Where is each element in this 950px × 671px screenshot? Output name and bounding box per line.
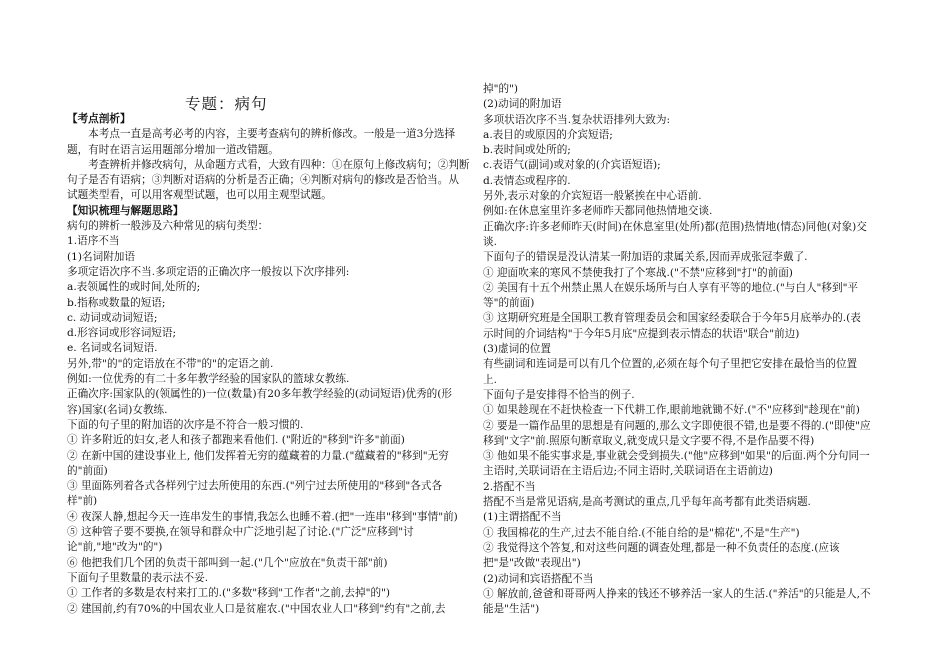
- text-line: ① 迎面吹来的寒风不禁使我打了个寒战.("不禁"应移到"打"的前面): [483, 266, 793, 279]
- text-line: 【考点剖析】: [67, 113, 131, 125]
- text-line: 题，有时在语言运用题部分增加一道改错题。: [67, 143, 279, 156]
- text-line: (2)动词和宾语搭配不当: [483, 572, 594, 585]
- text-line: c.表语气(副词)或对象的(介宾语短语);: [483, 159, 661, 172]
- text-line: ① 许多附近的妇女,老人和孩子都跑来看他们. ("附近的"移到"许多"前面): [67, 434, 405, 447]
- text-line: ① 工作者的多数是农村来打工的.("多数"移到"工作者"之前,去掉"的"): [67, 587, 391, 600]
- text-line: 多项状语次序不当.复杂状语排列大致为:: [483, 113, 671, 126]
- text-line: 例如:一位优秀的有二十多年教学经验的国家队的篮球女教练.: [67, 373, 350, 386]
- text-line: 下面句子的错误是没认清某一附加语的隶属关系,因而弄成张冠李戴了.: [483, 251, 808, 264]
- text-line: 搭配不当是常见语病,是高考测试的重点,几乎每年高考都有此类语病题.: [483, 496, 811, 509]
- text-line: 示时间的介词结构"于今年5月底"应提到表示情态的状语"联合"前边): [483, 327, 800, 340]
- text-line: 掉"的"): [483, 83, 519, 95]
- text-line: ③ 里面陈列着各式各样列宁过去所使用的东西.("列宁过去所使用的"移到"各式各: [67, 480, 443, 493]
- text-line: ② 要是一篇作品里的思想是有问题的,那么文字即使很不错,也是要不得的.("即使"应: [483, 419, 871, 432]
- text-line: (1)名词附加语: [67, 250, 135, 263]
- text-line: (2)动词的附加语: [483, 98, 562, 111]
- text-line: (3)虚词的位置: [483, 343, 551, 356]
- text-line: 上.: [483, 373, 497, 386]
- text-line: 样"前): [67, 495, 98, 508]
- text-line: 2.搭配不当: [483, 480, 536, 493]
- text-line: 本考点一直是高考必考的内容，主要考查病句的辨析修改。一般是一道3分选择: [67, 128, 456, 141]
- text-line: 1.语序不当: [67, 235, 120, 248]
- text-line: (1)主谓搭配不当: [483, 511, 562, 524]
- text-line: 【知识梳理与解题思路】: [67, 204, 184, 217]
- text-line: 的"前面): [67, 464, 108, 477]
- text-line: ① 如果趁现在不赶快检查一下代耕工作,眼前地就锄不好.("不"应移到"趁现在"前): [483, 404, 860, 417]
- text-line: 例如:在休息室里许多老师昨天都同他热情地交谈.: [483, 205, 713, 218]
- text-line: 病句的辨析一般涉及六种常见的病句类型：: [67, 220, 269, 233]
- text-line: 句子是否有语病；③判断对语病的分析是否正确；④判断对病句的修改是否恰当。从: [67, 174, 459, 187]
- text-line: 正确次序:国家队的(领属性的)一位(数量)有20多年教学经验的(动词短语)优秀的(形: [67, 388, 452, 401]
- text-line: ② 建国前,约有70%的中国农业人口是贫雇农.("中国农业人口"移到"约有"之前,去: [67, 602, 446, 615]
- text-line: ⑥ 他把我们几个团的负责干部叫到一起.("几个"应放在"负责干部"前): [67, 556, 388, 569]
- text-line: 正确次序:许多老师昨天(时间)在休息室里(处所)都(范围)热情地(情态)同他(对象)交: [483, 220, 867, 233]
- right-column-text: [483, 82, 888, 617]
- text-line: 论"前,"地"改为"的"): [67, 541, 163, 554]
- text-line: ② 在新中国的建设事业上, 他们发挥着无穷的蕴藏着的力量.("蕴藏着的"移到"无穷: [67, 449, 449, 462]
- text-line: 容)国家(名词)女教练.: [67, 403, 168, 416]
- text-line: 下面句子里数量的表示法不妥.: [67, 571, 209, 584]
- text-line: ④ 夜深人静,想起今天一连串发生的事情,我怎么也睡不着.(把"一连串"移到"事情"前): [67, 510, 458, 523]
- text-line: ① 解放前,爸爸和哥哥两人挣来的钱还不够养活一家人的生活.("养活"的只能是人,不: [483, 587, 871, 600]
- text-line: 多项定语次序不当.多项定语的正确次序一般按以下次序排列:: [67, 265, 350, 278]
- text-line: 下面的句子里的附加语的次序是不符合一般习惯的.: [67, 418, 304, 431]
- text-line: 谈.: [483, 235, 497, 248]
- text-line: b.表时间或处所的;: [483, 144, 571, 157]
- text-line: ⑤ 这种管子要不要换,在领导和群众中广泛地引起了讨论.("广泛"应移到"讨: [67, 526, 414, 539]
- left-column-text: [67, 112, 472, 617]
- text-line: 等"的前面): [483, 297, 535, 310]
- text-line: ① 我国棉花的生产,过去不能自给.(不能自给的是"棉花",不是"生产"): [483, 526, 800, 539]
- text-line: b.指称或数量的短语;: [67, 296, 166, 309]
- document-title: 专题：病句: [185, 95, 268, 113]
- text-line: 有些副词和连词是可以有几个位置的,必须在每个句子里把它安排在最恰当的位置: [483, 358, 858, 371]
- text-line: ② 我觉得这个答复,和对这些问题的调查处理,都是一种不负责任的态度.(应该: [483, 541, 840, 554]
- text-line: 试题类型看，可以用客观型试题，也可以用主观型试题。: [67, 189, 332, 202]
- text-line: ② 美国有十五个州禁止黑人在娱乐场所与白人享有平等的地位.("与白人"移到"平: [483, 281, 859, 294]
- text-line: ③ 他如果不能实事求是,事业就会受到损失.("他"应移到"如果"的后面.两个分句同一: [483, 450, 870, 463]
- text-line: 移到"文字"前.照原句断章取义,就变成只是文字要不得,不是作品要不得): [483, 434, 815, 447]
- text-line: c. 动词或动词短语;: [67, 311, 158, 324]
- text-line: 另外,表示对象的介宾短语一般紧挨在中心语前.: [483, 190, 702, 203]
- text-line: 另外,带"的"的定语放在不带"的"的定语之前.: [67, 357, 274, 370]
- text-line: 考查辨析并修改病句，从命题方式看，大致有四种：①在原句上修改病句；②判断: [67, 158, 470, 171]
- text-line: 把"是"改做"表现出"): [483, 557, 581, 570]
- text-line: e. 名词或名词短语.: [67, 342, 158, 355]
- text-line: 能是"生活"): [483, 603, 540, 616]
- text-line: 下面句子是安排得不恰当的例子.: [483, 388, 635, 401]
- text-line: ③ 这期研究班是全国职工教育管理委员会和国家经委联合于今年5月底举办的.(表: [483, 312, 861, 325]
- text-line: d.表情态或程序的.: [483, 174, 571, 187]
- text-line: a.表目的或原因的介宾短语;: [483, 128, 613, 141]
- text-line: d.形容词或形容词短语;: [67, 327, 177, 340]
- text-line: a.表领属性的或时间,处所的;: [67, 281, 201, 294]
- text-line: 主语时,关联词语在主语后边;不同主语时,关联词语在主语前边): [483, 465, 773, 478]
